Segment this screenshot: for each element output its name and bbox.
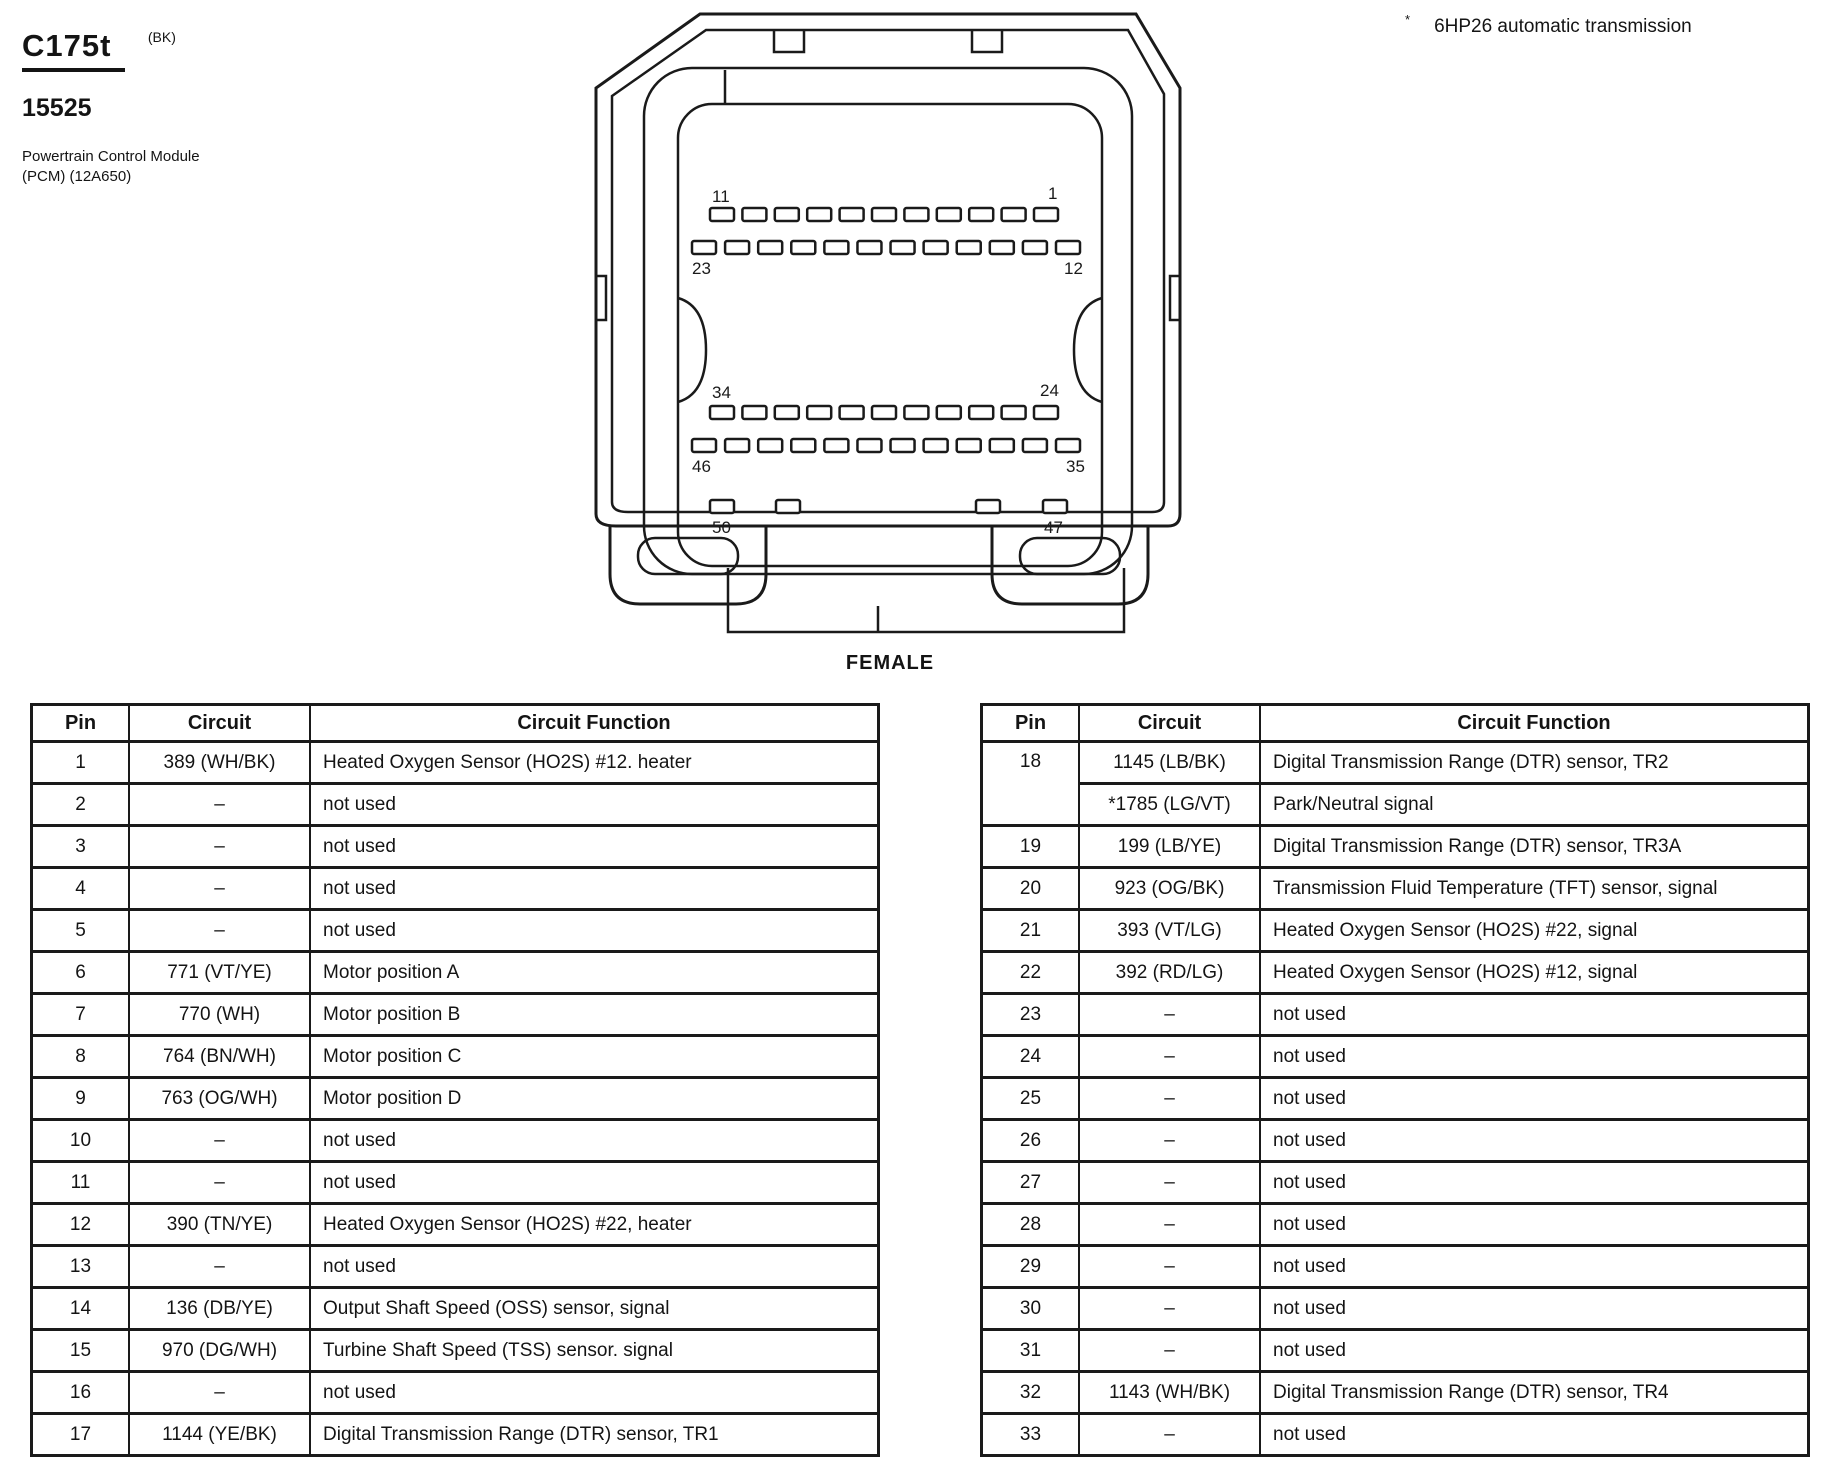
connector-pin: [957, 439, 981, 452]
connector-pin: [807, 406, 831, 419]
table-row: [982, 1414, 1809, 1456]
circuit-function-cell: Turbine Shaft Speed (TSS) sensor. signal: [310, 1330, 879, 1372]
header-row: [982, 705, 1809, 742]
pin-cell: 1: [32, 742, 130, 784]
pin-cell: 22: [982, 952, 1080, 994]
pin-cell: 13: [32, 1246, 130, 1288]
header-block: [22, 28, 200, 187]
connector-pin: [775, 406, 799, 419]
connector-pin: [857, 439, 881, 452]
pin-column-header: Pin: [32, 705, 130, 742]
circuit-cell: –: [129, 910, 310, 952]
circuit-cell: 970 (DG/WH): [129, 1330, 310, 1372]
footnote-text: 6HP26 automatic transmission: [1434, 16, 1692, 37]
header-row: [32, 705, 879, 742]
table-row: [32, 1246, 879, 1288]
table-row: [32, 1078, 879, 1120]
pin-number-label: 35: [1066, 457, 1085, 476]
pin-cell: 2: [32, 784, 130, 826]
pin-cell: 31: [982, 1330, 1080, 1372]
pin-cell: 10: [32, 1120, 130, 1162]
circuit-cell: –: [1079, 1414, 1260, 1456]
connector-pin: [904, 208, 928, 221]
pin-cell: 3: [32, 826, 130, 868]
circuit-function-cell: Digital Transmission Range (DTR) sensor, TR3A: [1260, 826, 1809, 868]
circuit-function-cell: not used: [1260, 1330, 1809, 1372]
circuit-cell: –: [129, 826, 310, 868]
circuit-function-cell: not used: [1260, 1162, 1809, 1204]
table-row: [32, 784, 879, 826]
circuit-function-cell: not used: [1260, 1414, 1809, 1456]
component-name-line1: Powertrain Control Module: [22, 148, 200, 165]
circuit-cell: –: [1079, 1078, 1260, 1120]
table-row: [982, 1288, 1809, 1330]
circuit-cell: –: [1079, 1330, 1260, 1372]
connector-pin: [1023, 241, 1047, 254]
table-row: [982, 1372, 1809, 1414]
circuit-function-cell: Output Shaft Speed (OSS) sensor, signal: [310, 1288, 879, 1330]
pin-cell: 27: [982, 1162, 1080, 1204]
circuit-function-cell: Motor position C: [310, 1036, 879, 1078]
connector-pin: [758, 241, 782, 254]
table-row: [982, 1120, 1809, 1162]
pin-cell: 25: [982, 1078, 1080, 1120]
pin-cell: 23: [982, 994, 1080, 1036]
connector-pin: [840, 406, 864, 419]
pin-number-label: 1: [1048, 184, 1058, 203]
table-row: [32, 1288, 879, 1330]
circuit-function-cell: Motor position A: [310, 952, 879, 994]
connector-pin: [976, 500, 1000, 513]
pin-cell: 30: [982, 1288, 1080, 1330]
table-row: [982, 994, 1809, 1036]
circuit-function-column-header: Circuit Function: [1260, 705, 1809, 742]
circuit-function-cell: not used: [1260, 1120, 1809, 1162]
circuit-cell: 1143 (WH/BK): [1079, 1372, 1260, 1414]
pin-number-label: 34: [712, 383, 731, 402]
pin-cell: 21: [982, 910, 1080, 952]
circuit-function-cell: Transmission Fluid Temperature (TFT) sensor, signal: [1260, 868, 1809, 910]
pin-number-label: 47: [1044, 518, 1063, 537]
connector-color-code: (BK): [147, 29, 176, 45]
circuit-function-cell: not used: [310, 910, 879, 952]
circuit-cell: –: [1079, 1204, 1260, 1246]
pin-cell: 6: [32, 952, 130, 994]
connector-diagram: [588, 8, 1188, 653]
pin-cell: 15: [32, 1330, 130, 1372]
table-row: [982, 1246, 1809, 1288]
table-row: [32, 952, 879, 994]
connector-pin: [857, 241, 881, 254]
table-row: [32, 1162, 879, 1204]
pin-cell: 17: [32, 1414, 130, 1456]
circuit-function-cell: not used: [1260, 1078, 1809, 1120]
circuit-function-cell: Park/Neutral signal: [1260, 784, 1809, 826]
circuit-cell: 764 (BN/WH): [129, 1036, 310, 1078]
connector-pin: [776, 500, 800, 513]
circuit-cell: 771 (VT/YE): [129, 952, 310, 994]
circuit-cell: –: [1079, 1246, 1260, 1288]
connector-id: C175t: [22, 28, 125, 72]
pin-number-label: 12: [1064, 259, 1083, 278]
table-row: [982, 910, 1809, 952]
table-header: [32, 705, 879, 742]
connector-pin: [742, 406, 766, 419]
pin-cell: 8: [32, 1036, 130, 1078]
pin-cell: 4: [32, 868, 130, 910]
connector-pin: [957, 241, 981, 254]
circuit-cell: 389 (WH/BK): [129, 742, 310, 784]
circuit-cell: 770 (WH): [129, 994, 310, 1036]
table-body: [982, 742, 1809, 1456]
pin-table-right: [980, 703, 1810, 1457]
circuit-function-cell: Heated Oxygen Sensor (HO2S) #12, signal: [1260, 952, 1809, 994]
pin-cell: 14: [32, 1288, 130, 1330]
circuit-function-cell: not used: [310, 1246, 879, 1288]
circuit-cell: 199 (LB/YE): [1079, 826, 1260, 868]
component-name-line2: (PCM) (12A650): [22, 168, 132, 185]
circuit-cell: 1144 (YE/BK): [129, 1414, 310, 1456]
pin-cell: 7: [32, 994, 130, 1036]
pin-cell: 28: [982, 1204, 1080, 1246]
table-row: [982, 952, 1809, 994]
pin-cell: 32: [982, 1372, 1080, 1414]
pin-number-label: 23: [692, 259, 711, 278]
pin-cell: 12: [32, 1204, 130, 1246]
circuit-function-column-header: Circuit Function: [310, 705, 879, 742]
connector-pin: [891, 439, 915, 452]
connector-pin: [791, 439, 815, 452]
connector-pin: [692, 241, 716, 254]
pin-cell: 29: [982, 1246, 1080, 1288]
table-row: [982, 1078, 1809, 1120]
connector-pin: [891, 241, 915, 254]
connector-pin: [937, 208, 961, 221]
circuit-cell: 1145 (LB/BK): [1079, 742, 1260, 784]
circuit-function-cell: Heated Oxygen Sensor (HO2S) #22, heater: [310, 1204, 879, 1246]
circuit-function-cell: not used: [310, 826, 879, 868]
transmission-footnote: [1405, 12, 1692, 38]
circuit-function-cell: Heated Oxygen Sensor (HO2S) #12. heater: [310, 742, 879, 784]
pin-cell: 20: [982, 868, 1080, 910]
connector-pin: [710, 500, 734, 513]
pin-cell: 26: [982, 1120, 1080, 1162]
connector-pin: [725, 241, 749, 254]
circuit-cell: –: [129, 784, 310, 826]
circuit-function-cell: not used: [1260, 1036, 1809, 1078]
connector-pin: [1056, 241, 1080, 254]
circuit-function-cell: Digital Transmission Range (DTR) sensor, TR4: [1260, 1372, 1809, 1414]
part-number: 15525: [22, 94, 92, 122]
pin-cell: 18: [982, 742, 1080, 826]
connector-pin: [725, 439, 749, 452]
connector-pin: [1002, 406, 1026, 419]
pin-cell: 11: [32, 1162, 130, 1204]
table-row: [32, 1330, 879, 1372]
table-row: [982, 784, 1809, 826]
table-row: [32, 826, 879, 868]
pin-field: [692, 208, 1080, 513]
table-row: [32, 868, 879, 910]
circuit-function-cell: not used: [310, 1372, 879, 1414]
circuit-cell: 923 (OG/BK): [1079, 868, 1260, 910]
connector-pin: [742, 208, 766, 221]
footnote-asterisk: *: [1405, 12, 1411, 27]
pin-number-label: 11: [712, 187, 730, 206]
circuit-cell: –: [1079, 1288, 1260, 1330]
circuit-column-header: Circuit: [129, 705, 310, 742]
connector-pin: [872, 406, 896, 419]
connector-pin: [990, 439, 1014, 452]
connector-pin: [710, 208, 734, 221]
circuit-function-cell: not used: [310, 868, 879, 910]
connector-pin: [1034, 208, 1058, 221]
table-row: [982, 1162, 1809, 1204]
circuit-cell: –: [1079, 994, 1260, 1036]
connector-pin: [1056, 439, 1080, 452]
circuit-cell: 136 (DB/YE): [129, 1288, 310, 1330]
connector-pin: [872, 208, 896, 221]
pin-number-label: 24: [1040, 381, 1059, 400]
table-row: [982, 1330, 1809, 1372]
connector-pin: [775, 208, 799, 221]
circuit-function-cell: Motor position B: [310, 994, 879, 1036]
circuit-function-cell: Digital Transmission Range (DTR) sensor, TR2: [1260, 742, 1809, 784]
table-row: [32, 1036, 879, 1078]
table-row: [32, 742, 879, 784]
pin-number-label: 46: [692, 457, 711, 476]
table-row: [982, 868, 1809, 910]
connector-pin: [924, 439, 948, 452]
circuit-cell: –: [129, 1162, 310, 1204]
connector-pin: [824, 439, 848, 452]
circuit-cell: –: [129, 868, 310, 910]
circuit-cell: –: [129, 1246, 310, 1288]
circuit-function-cell: not used: [1260, 1288, 1809, 1330]
circuit-cell: 763 (OG/WH): [129, 1078, 310, 1120]
table-row: [982, 826, 1809, 868]
connector-pin: [1023, 439, 1047, 452]
connector-gender-caption: FEMALE: [845, 652, 935, 674]
connector-outline: [596, 14, 1180, 632]
connector-pin: [791, 241, 815, 254]
circuit-cell: *1785 (LG/VT): [1079, 784, 1260, 826]
connector-pin: [1043, 500, 1067, 513]
table-row: [982, 742, 1809, 784]
circuit-function-cell: Motor position D: [310, 1078, 879, 1120]
connector-pin: [710, 406, 734, 419]
connector-pin: [969, 406, 993, 419]
circuit-cell: –: [1079, 1036, 1260, 1078]
connector-pin: [840, 208, 864, 221]
circuit-function-cell: not used: [1260, 1204, 1809, 1246]
table-row: [32, 1372, 879, 1414]
circuit-function-cell: not used: [310, 1162, 879, 1204]
circuit-function-cell: not used: [1260, 994, 1809, 1036]
circuit-cell: –: [1079, 1162, 1260, 1204]
circuit-function-cell: Heated Oxygen Sensor (HO2S) #22, signal: [1260, 910, 1809, 952]
table-row: [32, 1204, 879, 1246]
connector-pin: [692, 439, 716, 452]
pin-cell: 33: [982, 1414, 1080, 1456]
connector-pin: [904, 406, 928, 419]
connector-pin: [990, 241, 1014, 254]
connector-pin: [824, 241, 848, 254]
pin-cell: 5: [32, 910, 130, 952]
circuit-cell: 392 (RD/LG): [1079, 952, 1260, 994]
table-row: [982, 1036, 1809, 1078]
circuit-function-cell: not used: [310, 784, 879, 826]
table-row: [32, 910, 879, 952]
circuit-cell: –: [129, 1120, 310, 1162]
pin-column-header: Pin: [982, 705, 1080, 742]
circuit-cell: 393 (VT/LG): [1079, 910, 1260, 952]
component-name: [22, 147, 200, 187]
pin-cell: 9: [32, 1078, 130, 1120]
connector-pin: [1034, 406, 1058, 419]
pin-number-label: 50: [712, 518, 731, 537]
table-header: [982, 705, 1809, 742]
connector-pin: [1002, 208, 1026, 221]
circuit-function-cell: not used: [310, 1120, 879, 1162]
circuit-cell: –: [129, 1372, 310, 1414]
circuit-cell: 390 (TN/YE): [129, 1204, 310, 1246]
connector-pin: [924, 241, 948, 254]
connector-pin: [807, 208, 831, 221]
table-body: [32, 742, 879, 1456]
connector-pin: [937, 406, 961, 419]
pin-table-left: [30, 703, 880, 1457]
pin-cell: 16: [32, 1372, 130, 1414]
circuit-column-header: Circuit: [1079, 705, 1260, 742]
table-row: [982, 1204, 1809, 1246]
table-row: [32, 1120, 879, 1162]
connector-pin: [969, 208, 993, 221]
pin-cell: 19: [982, 826, 1080, 868]
connector-pin: [758, 439, 782, 452]
table-row: [32, 994, 879, 1036]
circuit-function-cell: Digital Transmission Range (DTR) sensor, TR1: [310, 1414, 879, 1456]
pin-cell: 24: [982, 1036, 1080, 1078]
circuit-function-cell: not used: [1260, 1246, 1809, 1288]
circuit-cell: –: [1079, 1120, 1260, 1162]
pin-number-labels: [692, 184, 1085, 537]
table-row: [32, 1414, 879, 1456]
